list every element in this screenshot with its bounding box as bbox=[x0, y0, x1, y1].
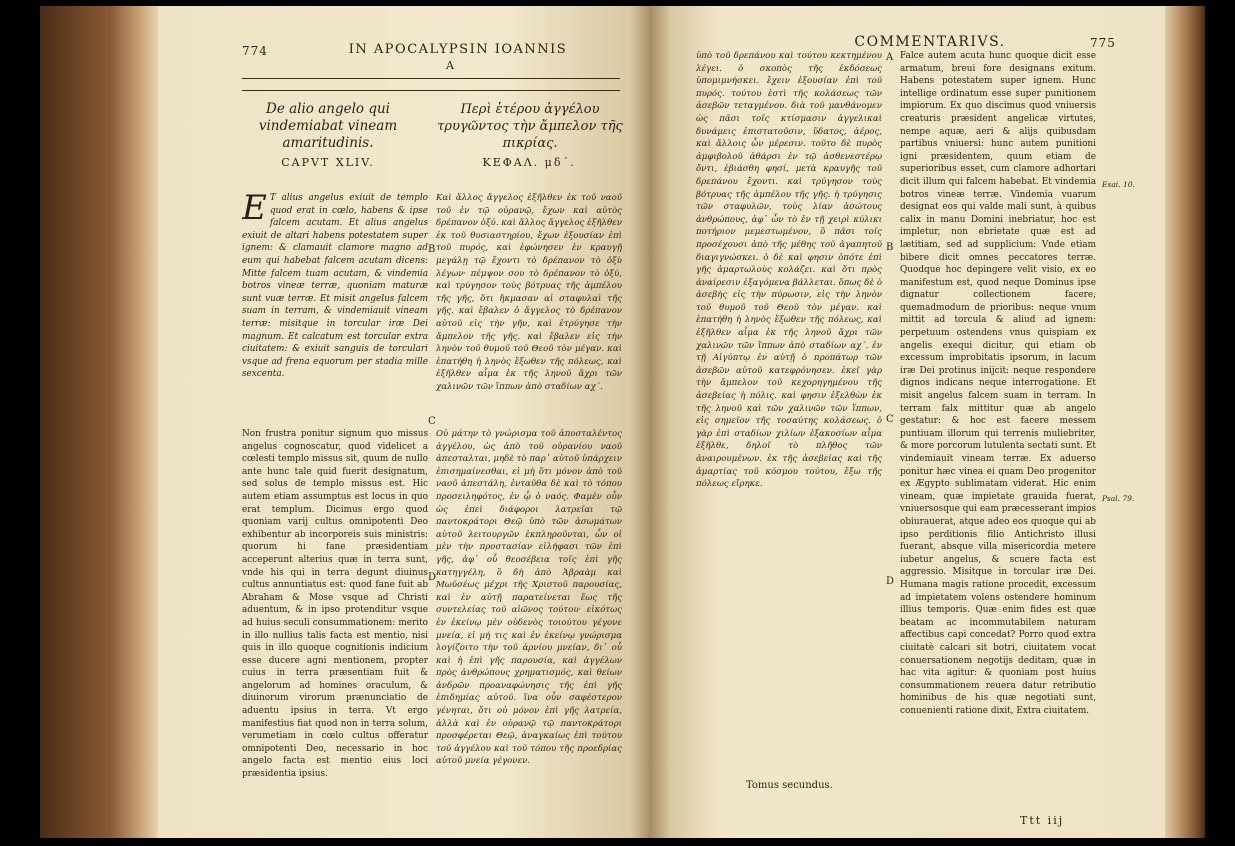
section-marker: C bbox=[886, 414, 894, 425]
catchword: Tomus secundus. bbox=[746, 780, 833, 791]
section-marker: B bbox=[886, 242, 894, 253]
book-edge-left bbox=[40, 6, 158, 838]
chapter-title-latin: De alio angelo qui vindemiabat vineam amaritudinis. bbox=[258, 101, 398, 151]
scripture-latin bbox=[242, 192, 428, 432]
section-marker: D bbox=[428, 572, 437, 583]
section-marker: A bbox=[886, 52, 894, 63]
header-rule bbox=[242, 90, 620, 91]
section-marker: D bbox=[886, 576, 895, 587]
right-page bbox=[650, 6, 1165, 838]
running-head: IN APOCALYPSIN IOANNIS bbox=[348, 42, 568, 57]
commentary-latin: Falce autem acuta hunc quoque dicit esse armatum, breui fore designans exitum. Habens potestatem super ignem. Hunc intellige ordinatum esse super punitionem impiorum. Ex quo discimus quod vniuersis creaturis præsident angelicæ virtutes, nempe aquæ, aeri & alijs quibusdam partibus vniuersi: hunc autem punitioni igni præsidentem, quum etiam de superioribus esset, cum clamore adhortari dicit illum qui falcem habebat. Et vindemia botros vineæ terræ. Vindemia vuarum designat eos qui valde mali sunt, à quibus calix in manu Domini inebriatur, hoc est impletur, non ebrietate quæ est ad lætitiam, sed ad supplicium: Vnde etiam bibere dicit omnes peccatores terræ. Quodque hoc depingere velit visio, ex eo manifestum est, quod neque Dominus ipse dignatur collectionem facere, quemadmodum de prioribus: neque vnum mittit ad torcula & aliud ad ignem: perpetuum ostendens vnus quispiam ex angelis exequi dicitur, qui etiam ob excessum improbitatis ipsorum, in lacum iræ Dei protinus inijcit: neque respondere dignos indicans neque interrogatione. Et misit angelus falcem suam in terram. In terram falx mittitur quæ ab angelo gestatur: & hoc est facere messem puntiuam illorum qui terrenis muliebriter, & more porcorum lutulenta sectati sunt. Et vindemiauit vineam terræ. Ex aduerso ponitur hæc vinea ei quam Deo progenitor ex Ægypto sublimatam viderat. Hic enim vineam, quæ impietate grauida fuerat, vniuersosque qui eam præcesserant impios obiurauerat, atque adeo eos quoque qui ab ipso perditionis filio Antichristo illusi fuerant, absque villa misericordia metere iubetur angelus, & scuere facta est aggressio. Misitque in torcular iræ Dei. Humana magis ratione procedit, excessum ad impietatem volens ostendere hominum illius temporis. Quæ enim fides est quæ beatam ac incommutabilem naturam affectibus capi concedat? Porro quod extra ciuitatè calcari sit botri, ciuitatem vocat conuersationem negotijs deditam, quæ in hac vita agitur: & quoniam post huius consummationem reuera datur retributio hominibus de his quæ negotiati sunt, conuenienti ratione dixit, Extra ciuitatem. bbox=[900, 51, 1096, 716]
page-number: 775 bbox=[1090, 36, 1116, 50]
chapter-heading-latin: CAPVT XLIV. bbox=[281, 156, 375, 169]
chapter-title-greek: Περὶ ἑτέρου ἀγγέλου τρυγῶντος τὴν ἄμπελον τῆς πικρίας. bbox=[437, 102, 623, 151]
section-marker: B bbox=[428, 244, 436, 255]
running-head: COMMENTARIVS. bbox=[854, 34, 1006, 50]
header-rule bbox=[242, 78, 620, 79]
margin-note: Esai. 10. bbox=[1102, 180, 1135, 189]
signature-mark: Ttt iij bbox=[1020, 814, 1065, 827]
margin-note: Psal. 79. bbox=[1102, 494, 1135, 503]
open-book bbox=[40, 6, 1205, 838]
scripture-greek: Καὶ ἄλλος ἄγγελος ἐξῆλθεν ἐκ τοῦ ναοῦ τοῦ ἐν τῷ οὐρανῷ, ἔχων καὶ αὐτὸς δρέπανον ὀξύ. καὶ ἄλλος ἄγγελος ἐξῆλθεν ἐκ τοῦ θυσιαστηρίου, ἔχων ἐξουσίαν ἐπὶ τοῦ πυρός, καὶ ἐφώνησεν ἐν κραυγῇ μεγάλῃ τῷ ἔχοντι τὸ δρέπανον τὸ ὀξὺ λέγων· πέμψον σου τὸ δρέπανον τὸ ὀξύ, καὶ τρύγησον τοὺς βότρυας τῆς ἀμπέλου τῆς γῆς, ὅτι ἤκμασαν αἱ σταφυλαὶ τῆς γῆς. καὶ ἔβαλεν ὁ ἄγγελος τὸ δρέπανον αὐτοῦ εἰς τὴν γῆν, καὶ ἐτρύγησε τὴν ἄμπελον τῆς γῆς. καὶ ἔβαλεν εἰς τὴν ληνὸν τοῦ θυμοῦ τοῦ Θεοῦ τὸν μέγαν. καὶ ἐπατήθη ἡ ληνὸς ἔξωθεν τῆς πόλεως, καὶ ἐξῆλθεν αἷμα ἐκ τῆς ληνοῦ ἄχρι τῶν χαλινῶν τῶν ἵππων ἀπὸ σταδίων αχ΄. bbox=[436, 193, 622, 392]
left-page bbox=[158, 6, 650, 838]
scripture-latin-text: T alius angelus exiuit de templo quod erat in cœlo, habens & ipse falcem acutam. Et alius angelus exiuit de altari habens potestatem super ignem: & clamauit clamore magno ad eum qui habebat falcem acutam dicens: Mitte falcem tuam acutam, & vindemia botros vineæ terræ, quoniam maturæ sunt vuæ terræ. Et misit angelus falcem suam in terram, & vindemiauit vineam terræ: misitque in torcular iræ Dei magnum. Et calcatum est torcular extra ciuitatem: & exiuit sanguis de torculari vsque ad frena equorum per stadia mille sexcenta. bbox=[242, 193, 428, 380]
commentary-latin: Non frustra ponitur signum quo missus angelus cognoscatur, quod videlicet a cœlesti templo missus sit, quum de nullo ante hunc tale quid fuerit designatum, sed solus de templo missus est. Hic autem etiam assumptus est locus in quo erat templum. Dicimus ergo quod quoniam varij cultus omnipotenti Deo exhibentur ab incorporeis suis ministris: quorum hi fane præsidentiam acceperunt alterius quæ in terra sunt, vnde his qui in terra degunt diuinus cultus annuntiatus est: quod fane fuit ab Abraham & Mose vsque ad Christi aduentum, & in ipso protenditur vsque ad huius seculi consummationem: merito in illo nullius talis facta est mentio, nisi quis in illo quoque cognitionis indicium esse ducere agni mentionem, propter cuius in terra præsentiam fuit & angelorum ad homines oraculum, & diuinorum virorum prænunciatio de aduentu ipsius in terra. Vt ergo manifestius fiat quod non in terra solum, verumetiam in cœlo cultus offeratur omnipotenti Deo, necessario in hoc angelo facta est mentio eius loci præsidentia ipsius. bbox=[242, 429, 428, 780]
chapter-heading-greek: ΚΕΦΑΛ. μδ΄. bbox=[482, 156, 576, 169]
page-number: 774 bbox=[242, 44, 268, 58]
section-marker: C bbox=[428, 416, 436, 427]
commentary-greek: ὑπὸ τοῦ δρεπάνου καὶ τούτου κεκτημένου λέγει. ὁ σκοπὸς τῆς ἐκδόσεως ὑπομιμνήσκει. ἔχειν ἐξουσίαν ἐπὶ τοῦ πυρός. τούτου ἐστὶ τῆς κολάσεως τῶν ἀσεβῶν τεταγμένου. διὰ τοῦ μανθάνομεν ὡς πᾶσι τοῖς κτίσμασιν ἀγγελικαὶ δυνάμεις ἐπιστατοῦσιν, ὕδατος, ἀέρος, καὶ ἄλλοις ὧν μέρεσιν. τοῦτο δὲ πυρὸς ἀμφιβολοῦ ἀθάρσι ἐν τῷ ἀσθενεστέρῳ ὄντι, ἐβιάσθη φησί, μετὰ κραυγῆς τοῦ δρεπάνου ἔχοντι. καὶ τρύγησον τοὺς βότρυας τῆς ἀμπέλου τῆς γῆς. ἡ τρύγησις τῶν σταφυλῶν, τοὺς λίαν ἀσώτους ἀνθρώπους, ἀφ᾿ ὧν τὸ ἐν τῇ χειρὶ κύλικι ποτήριον μεμεστωμένον, ὃ πᾶσι τοῖς προσέχουσι ἀπὸ τῆς μέθης τοῦ ἀγαπητοῦ διαγιγνώσκει. ὁ δὲ καὶ φησιν ὁπότε ἐπὶ γῆς ἁμαρτωλοὺς κολάζει. καὶ ὅτι πρὸς ἀναίρεσιν ἐξαγόμενα βάλλεται. ὅπως δὲ ὁ ἀσεβὴς εἰς τὴν πύρωσιν, εἰς τὴν ληνὸν τοῦ θυμοῦ τοῦ Θεοῦ τὸν μέγαν. καὶ ἐπατήθη ἡ ληνὸς ἔξωθεν τῆς πόλεως, καὶ ἐξῆλθεν αἷμα ἐκ τῆς ληνοῦ ἄχρι τῶν χαλινῶν τῶν ἵππων ἀπὸ σταδίων αχ΄. ἐν τῇ Αἰγύπτῳ ἐν αὐτῇ ὁ προπάτωρ τῶν ἀσεβῶν αὐτοῦ κατεφρόνησεν. ἐκεῖ γὰρ τὴν ἄμπελον τοῦ κεχορηγημένου τῆς ἀσεβείας ἡ πόλις. καὶ φησιν ἐξελθὼν ἐκ τῆς ληνοῦ καὶ τῶν χαλινῶν τῶν ἵππων, εἰς σημεῖον τῆς τοσαύτης κολάσεως. ὁ γὰρ ἐπὶ σταδίων χιλίων ἑξακοσίων αἷμα ἐξῆλθε, δηλοῖ τὸ πλῆθος τῶν ἀναιρουμένων. ἐκ τῆς ἀσεβείας καὶ τῆς ἁμαρτίας τοῦ κόσμου τούτου, ἔξω τῆς πόλεως εἴρηκε. bbox=[696, 51, 882, 490]
commentary-greek: Οὐ μάτην τὸ γνώρισμα τοῦ ἀποσταλέντος ἀγγέλου, ὡς ἀπὸ τοῦ οὐρανίου ναοῦ ἀπεσταλται, μηδὲ τὸ παρ᾿ αὐτοῦ ὑπάρχειν ἐπισημαίνεσθαι, εἰ μὴ ὅτι μόνον ἀπὸ τοῦ ναοῦ ἀπεστάλη, ἐνταῦθα δὲ καὶ τὸ τόπου προσειληφότος, ἐν ᾧ ὁ ναός. Φαμὲν οὖν ὡς ἐπεὶ διάφοροι λατρεῖαι τῷ παντοκράτορι Θεῷ ὑπὸ τῶν ἀσωμάτων αὐτοῦ λειτουργῶν ἐκπληροῦνται, ὧν οἱ μὲν τὴν προστασίαν εἰλήφασι τῶν ἐπὶ γῆς, ἀφ᾿ οὗ θεοσέβεια τοῖς ἐπὶ γῆς κατηγγέλη, ὃ δὴ ἀπὸ Ἀβραὰμ καὶ Μωϋσέως μέχρι τῆς Χριστοῦ παρουσίας, καὶ ἐν αὐτῇ παρατείνεται ἕως τῆς συντελείας τοῦ αἰῶνος τούτου· εἰκότως ἐν ἐκείνῳ μὲν οὐδενὸς τοιούτου γέγονε μνεία, εἰ μή τις καὶ ἐν ἐκείνῳ γνώρισμα λογίζοιτο τὴν τοῦ ἀρνίου μνείαν, δι᾿ οὗ καὶ ἡ ἐπὶ γῆς παρουσία, καὶ ἀγγέλων πρὸς ἀνθρώπους χρηματισμός, καὶ θείων ἀνδρῶν προαναφώνησις τῆς ἐπὶ γῆς ἐπιδημίας αὐτοῦ. ἵνα οὖν σαφέστερον γένηται, ὅτι οὐ μόνον ἐπὶ γῆς λατρεία, ἀλλὰ καὶ ἐν οὐρανῷ τῷ παντοκράτορι προσφέρεται Θεῷ, ἀναγκαίως ἐπὶ τούτου τοῦ ἀγγέλου καὶ τοῦ τόπου τῆς προεδρίας αὐτοῦ μνεία γέγονεν. bbox=[436, 429, 622, 767]
drop-cap: E bbox=[242, 192, 267, 228]
book-edge-right bbox=[1165, 6, 1205, 838]
signature-letter: A bbox=[446, 59, 454, 72]
